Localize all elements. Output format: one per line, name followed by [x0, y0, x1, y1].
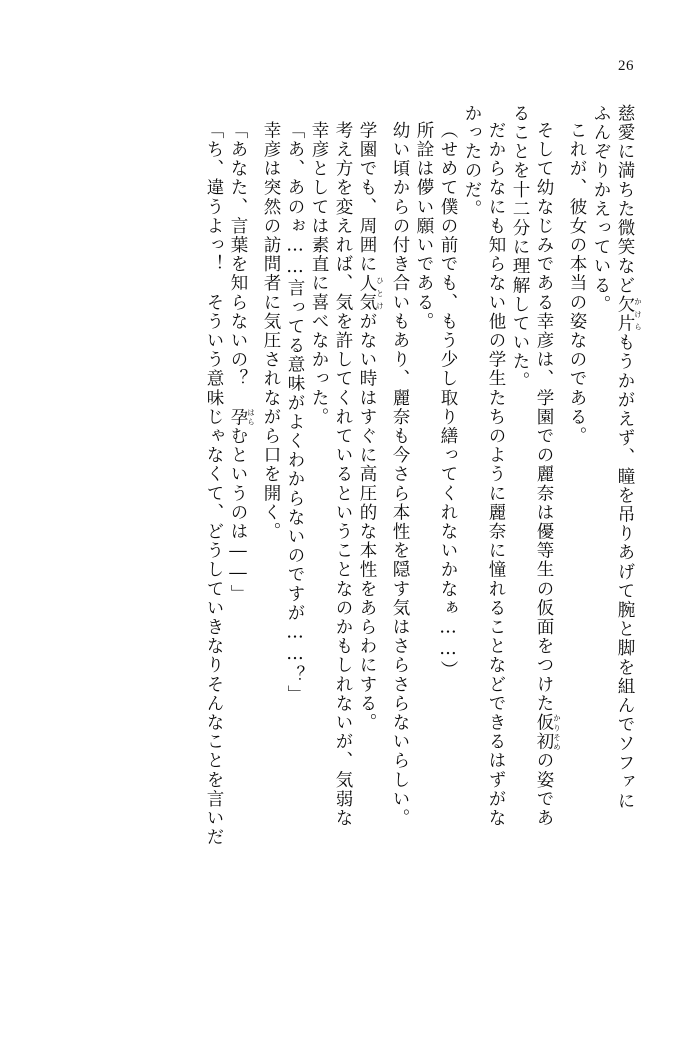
text-line: 幸彦は突然の訪問者に気圧されながら口を開く。	[261, 121, 281, 542]
text-line: 慈愛に満ちた微笑など欠片かけらもうかがえず、瞳を吊りあげて腕と脚を組んでソファに	[615, 104, 643, 811]
text-line: かったのだ。	[462, 104, 482, 219]
vertical-text-body	[58, 104, 642, 984]
text-line: 「あ、あのぉ……言ってる意味がよくわからないのですが……？」	[285, 121, 305, 704]
text-line: だからなにも知らない他の学生たちのように麗奈に憧れることなどできるはずがな	[486, 121, 506, 828]
text-line: 幸彦としては素直に喜べなかった。	[309, 121, 329, 427]
text-line: 学園でも、周囲に人気ひとけがない時はすぐに高圧的な本性をあらわにする。	[357, 121, 385, 733]
text-line: 幼い頃からの付き合いもあり、麗奈も今さら本性を隠す気はさらさらないらしい。	[390, 121, 410, 828]
text-line: ることを十二分に理解していた。	[510, 104, 530, 391]
text-line: 所詮は儚い願いである。	[414, 121, 434, 332]
text-line: 「あなた、言葉を知らないの？ 孕はらむというのは――」	[228, 121, 256, 604]
text-line: ふんぞりかえっている。	[591, 104, 611, 315]
page-number: 26	[618, 58, 634, 74]
text-line: これが、彼女の本当の姿なのである。	[567, 121, 587, 446]
text-line: （せめて僕の前でも、もう少し取り繕ってくれないかなぁ……）	[438, 121, 458, 680]
text-line: そして幼なじみである幸彦は、学園での麗奈は優等生の仮面をつけた仮初かりそめの姿であ	[534, 121, 562, 828]
text-line: 考え方を変えれば、気を許してくれているということなのかもしれないが、気弱な	[333, 121, 353, 828]
text-line: 「ち、違うよっ！ そういう意味じゃなくて、どうしていきなりそんなことを言いだ	[204, 121, 224, 847]
